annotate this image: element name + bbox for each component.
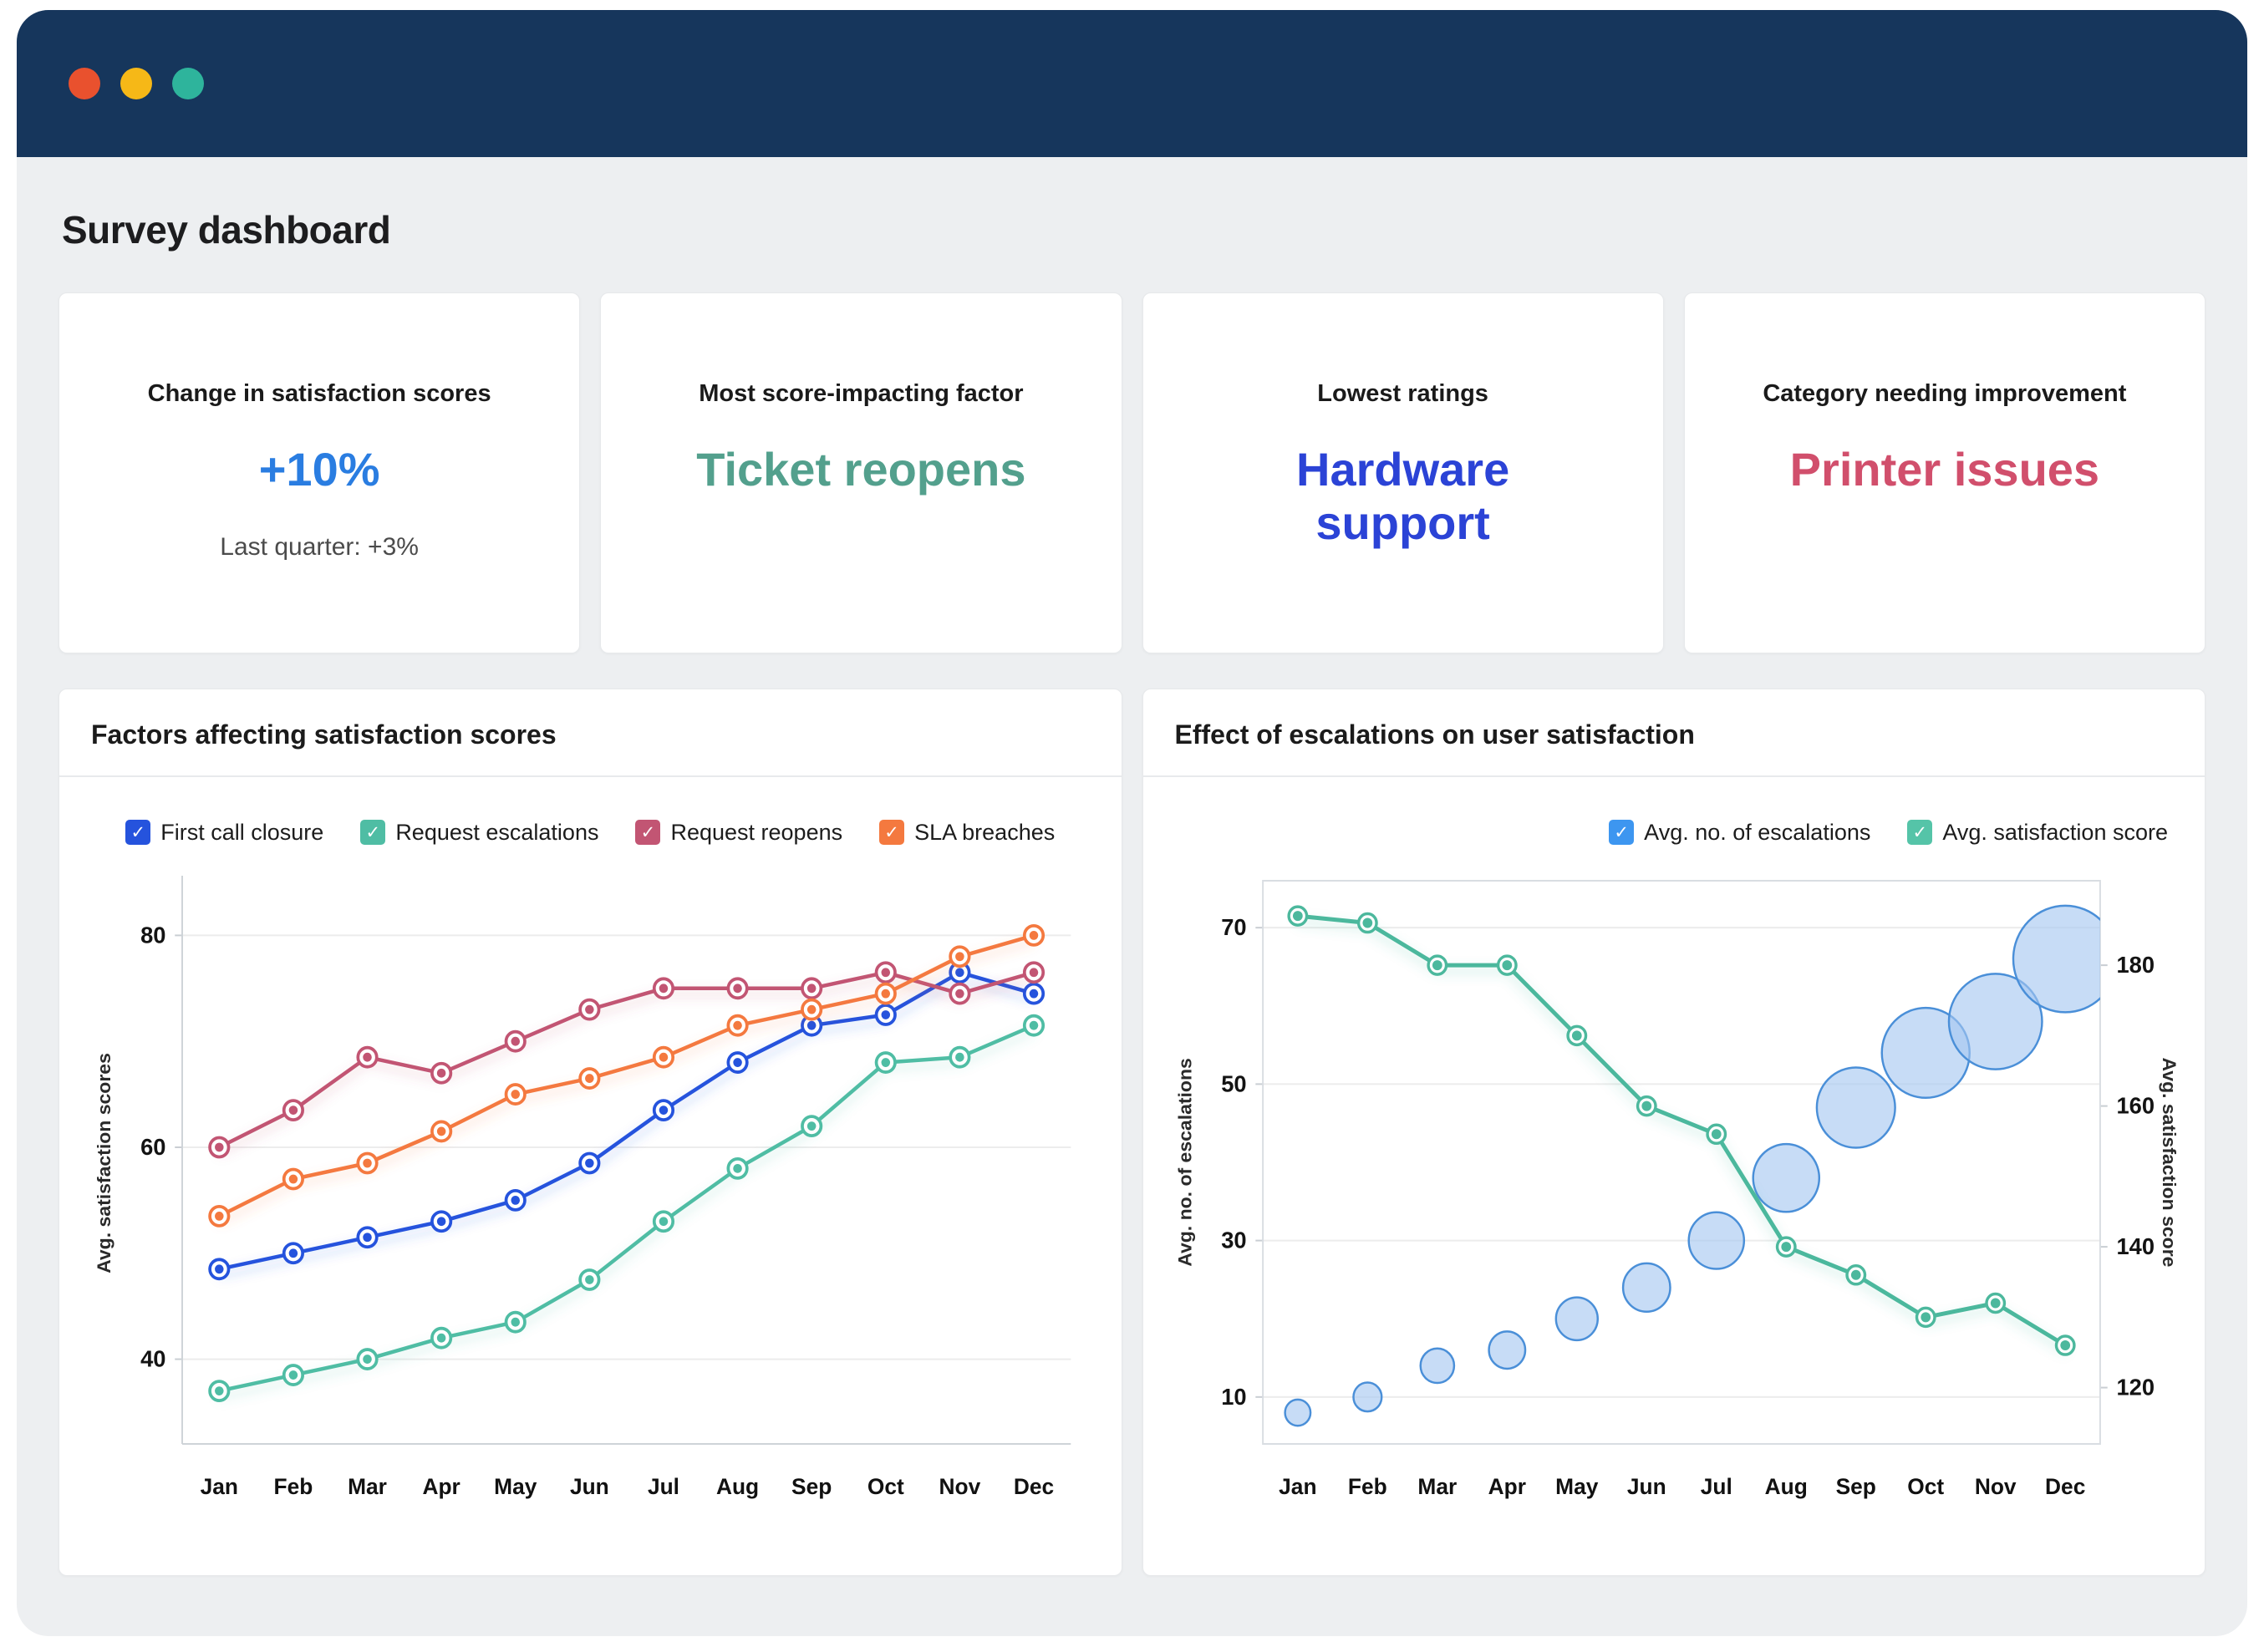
kpi-card-satisfaction-change xyxy=(59,292,580,653)
kpi-label: Most score-impacting factor xyxy=(699,380,1024,407)
svg-text:80: 80 xyxy=(140,922,166,948)
svg-text:Avg. satisfaction score: Avg. satisfaction score xyxy=(2158,1057,2180,1268)
svg-text:Jul: Jul xyxy=(647,1473,679,1500)
legend-checkbox-icon[interactable]: ✓ xyxy=(125,820,150,845)
svg-text:180: 180 xyxy=(2115,951,2155,978)
legend-checkbox-icon[interactable]: ✓ xyxy=(635,820,660,845)
kpi-value: +10% xyxy=(258,443,380,496)
svg-text:Mar: Mar xyxy=(348,1473,387,1500)
charts-row xyxy=(59,689,2205,1576)
legend-checkbox-icon[interactable]: ✓ xyxy=(1907,820,1932,845)
chart-card-escalations xyxy=(1142,689,2206,1576)
kpi-card-top-factor xyxy=(600,292,1122,653)
svg-text:120: 120 xyxy=(2115,1374,2155,1400)
svg-text:Mar: Mar xyxy=(1417,1473,1457,1500)
divider xyxy=(59,775,1122,777)
svg-text:Jun: Jun xyxy=(1626,1473,1666,1500)
svg-text:May: May xyxy=(494,1473,537,1500)
chart-title: Effect of escalations on user satisfaction xyxy=(1174,719,1695,750)
legend-item[interactable] xyxy=(360,820,598,846)
svg-text:30: 30 xyxy=(1220,1227,1247,1253)
svg-text:50: 50 xyxy=(1220,1070,1247,1097)
legend-label: SLA breaches xyxy=(914,819,1056,845)
kpi-row xyxy=(59,292,2205,653)
chart-canvas-escalations[interactable] xyxy=(1143,856,2205,1527)
legend-escalations xyxy=(1143,809,2205,856)
svg-text:Oct: Oct xyxy=(867,1473,904,1500)
kpi-value: Printer issues xyxy=(1789,443,2100,496)
svg-text:70: 70 xyxy=(1220,913,1247,941)
legend-label: Request reopens xyxy=(670,819,843,845)
svg-text:Avg. satisfaction scores: Avg. satisfaction scores xyxy=(93,1053,115,1273)
kpi-card-needs-improvement xyxy=(1684,292,2205,653)
legend-label: Avg. satisfaction score xyxy=(1942,819,2168,845)
legend-checkbox-icon[interactable]: ✓ xyxy=(879,820,904,845)
legend-factors xyxy=(59,809,1122,856)
legend-item[interactable] xyxy=(1609,820,1870,846)
svg-text:10: 10 xyxy=(1220,1383,1247,1410)
kpi-value: Ticket reopens xyxy=(696,443,1026,496)
kpi-card-lowest-ratings xyxy=(1142,292,1664,653)
legend-checkbox-icon[interactable]: ✓ xyxy=(1609,820,1634,845)
legend-checkbox-icon[interactable]: ✓ xyxy=(360,820,385,845)
kpi-value: Hardware support xyxy=(1296,443,1510,550)
titlebar-minimize-icon[interactable] xyxy=(120,68,152,99)
divider xyxy=(1143,775,2205,777)
window-titlebar xyxy=(17,10,2247,157)
svg-text:Apr: Apr xyxy=(1488,1473,1526,1500)
svg-text:60: 60 xyxy=(140,1133,166,1161)
legend-label: Avg. no. of escalations xyxy=(1644,819,1871,845)
legend-item[interactable] xyxy=(635,820,842,846)
svg-text:Nov: Nov xyxy=(1974,1473,2017,1500)
svg-text:Feb: Feb xyxy=(273,1473,313,1500)
svg-text:Aug: Aug xyxy=(715,1473,760,1500)
app-window xyxy=(17,10,2247,1636)
svg-text:Jan: Jan xyxy=(200,1473,238,1500)
legend-item[interactable] xyxy=(879,820,1055,846)
titlebar-close-icon[interactable] xyxy=(69,68,100,99)
kpi-subtext: Last quarter: +3% xyxy=(220,533,419,562)
svg-text:Sep: Sep xyxy=(791,1473,832,1500)
svg-text:Jan: Jan xyxy=(1278,1473,1317,1500)
page-title: Survey dashboard xyxy=(62,208,391,252)
kpi-label: Lowest ratings xyxy=(1317,380,1488,407)
svg-text:Feb: Feb xyxy=(1347,1473,1387,1500)
svg-text:Avg. no. of escalations: Avg. no. of escalations xyxy=(1173,1058,1195,1267)
legend-label: First call closure xyxy=(160,819,324,845)
svg-text:160: 160 xyxy=(2115,1092,2155,1119)
legend-label: Request escalations xyxy=(395,819,599,845)
chart-title: Factors affecting satisfaction scores xyxy=(91,719,557,750)
svg-text:Aug: Aug xyxy=(1764,1473,1808,1500)
svg-text:40: 40 xyxy=(140,1345,166,1372)
svg-text:May: May xyxy=(1554,1473,1598,1500)
dashboard-content xyxy=(17,157,2247,1576)
svg-text:Dec: Dec xyxy=(1013,1473,1055,1500)
chart-card-factors xyxy=(59,689,1122,1576)
legend-item[interactable] xyxy=(125,820,323,846)
legend-item[interactable] xyxy=(1907,820,2168,846)
titlebar-maximize-icon[interactable] xyxy=(172,68,204,99)
svg-text:Jul: Jul xyxy=(1700,1473,1732,1500)
svg-text:Apr: Apr xyxy=(422,1473,460,1500)
svg-text:Oct: Oct xyxy=(1906,1473,1944,1500)
chart-canvas-factors[interactable] xyxy=(59,856,1122,1527)
kpi-label: Change in satisfaction scores xyxy=(147,380,491,407)
svg-text:Sep: Sep xyxy=(1835,1473,1876,1500)
svg-text:Nov: Nov xyxy=(939,1473,981,1500)
svg-text:Dec: Dec xyxy=(2044,1473,2085,1500)
svg-text:140: 140 xyxy=(2115,1233,2155,1260)
kpi-label: Category needing improvement xyxy=(1763,380,2127,407)
svg-text:Jun: Jun xyxy=(569,1473,609,1500)
